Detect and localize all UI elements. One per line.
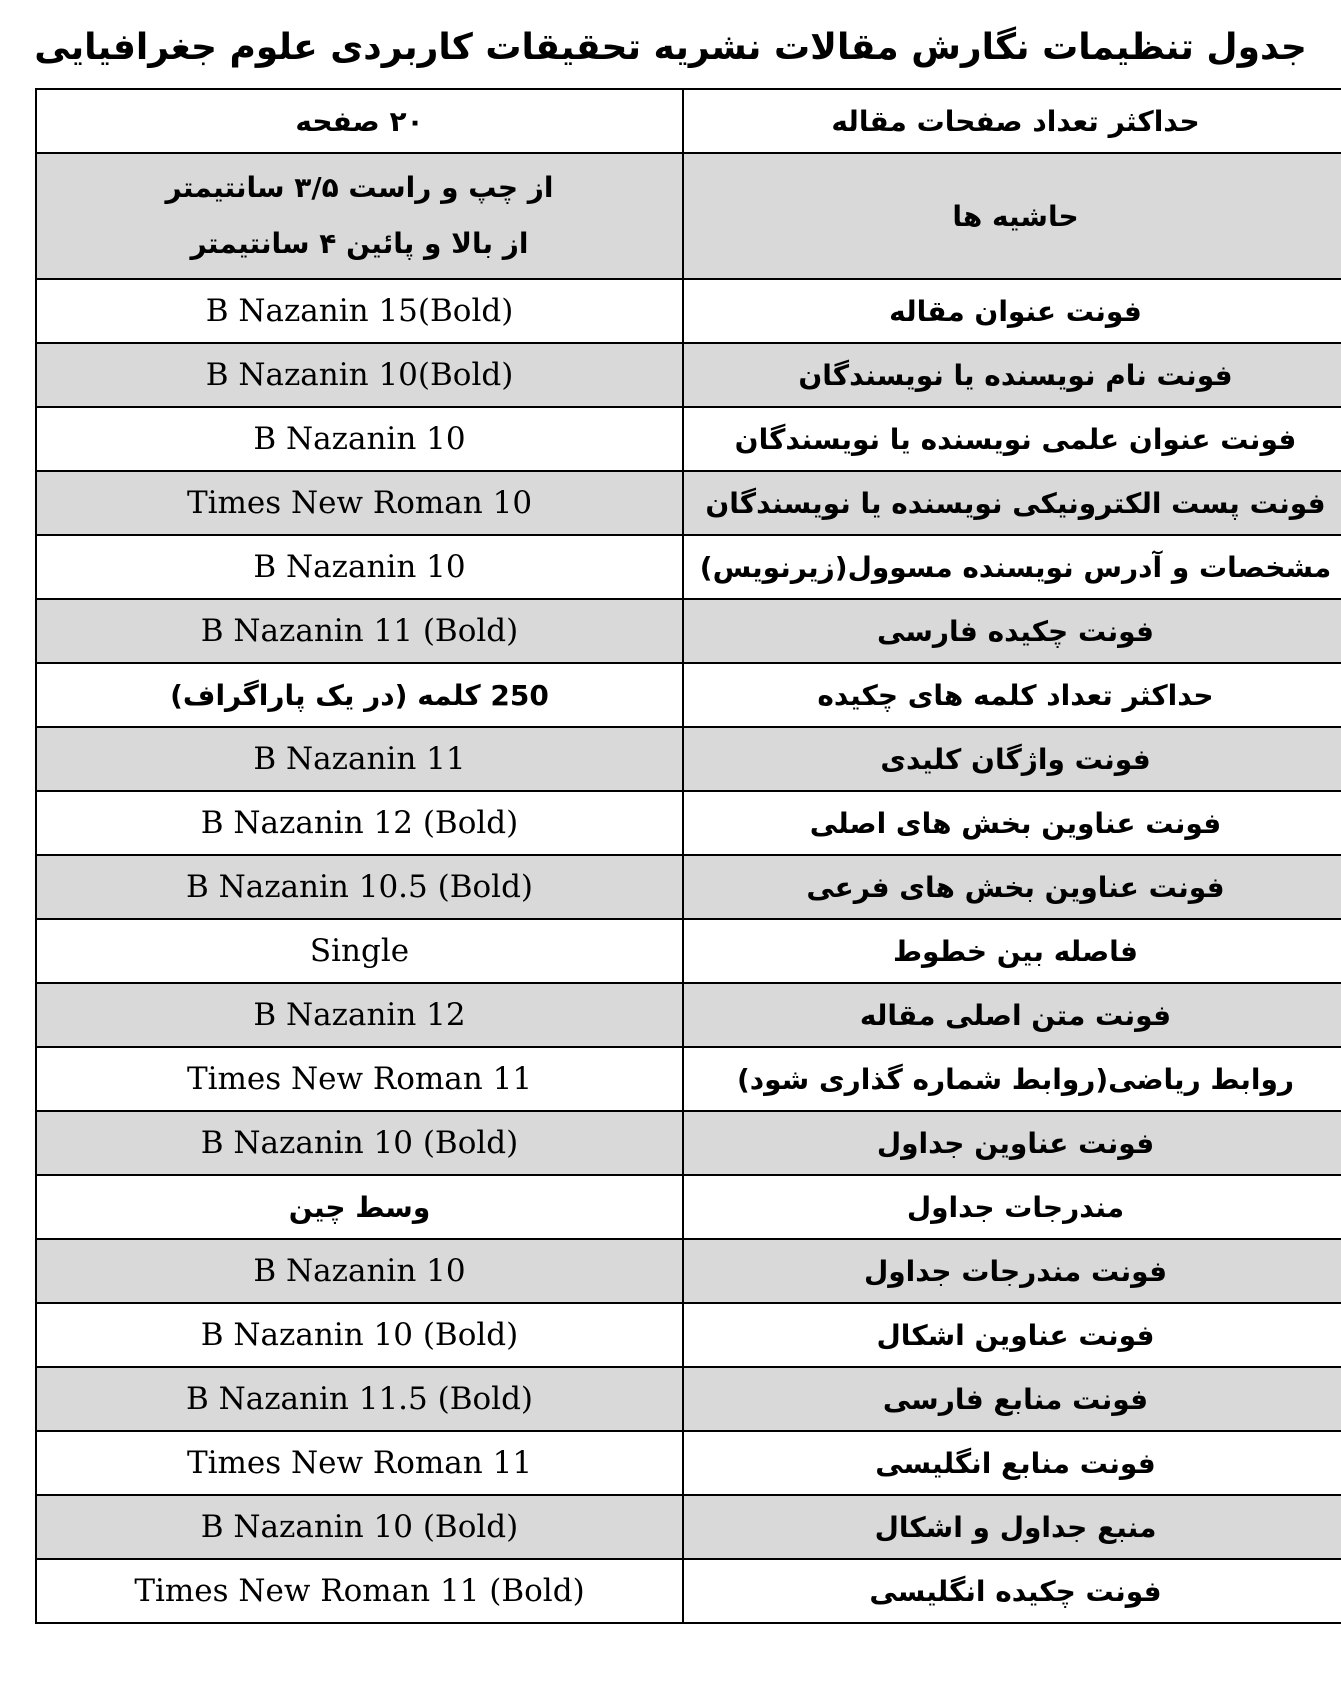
table-row xyxy=(36,1047,1341,1111)
setting-label: فونت متن اصلی مقاله xyxy=(683,983,1341,1047)
table-row xyxy=(36,983,1341,1047)
setting-value: Times New Roman 11 xyxy=(36,1431,683,1495)
setting-label: فونت عنوان مقاله xyxy=(683,279,1341,343)
setting-label: فونت عناوین بخش های اصلی xyxy=(683,791,1341,855)
setting-value: Times New Roman 11 (Bold) xyxy=(36,1559,683,1623)
table-row xyxy=(36,89,1341,153)
table-row xyxy=(36,153,1341,279)
setting-label: فونت عنوان علمی نویسنده یا نویسندگان xyxy=(683,407,1341,471)
table-row xyxy=(36,1239,1341,1303)
table-row xyxy=(36,727,1341,791)
setting-value: B Nazanin 11 xyxy=(36,727,683,791)
setting-value: وسط چین xyxy=(36,1175,683,1239)
setting-value: Single xyxy=(36,919,683,983)
setting-value xyxy=(36,153,683,279)
table-row xyxy=(36,535,1341,599)
table-row xyxy=(36,1175,1341,1239)
setting-label: حداکثر تعداد کلمه های چکیده xyxy=(683,663,1341,727)
setting-label: فاصله بین خطوط xyxy=(683,919,1341,983)
setting-label: فونت مندرجات جداول xyxy=(683,1239,1341,1303)
table-row xyxy=(36,1303,1341,1367)
setting-value: B Nazanin 10 (Bold) xyxy=(36,1111,683,1175)
setting-value: B Nazanin 15(Bold) xyxy=(36,279,683,343)
setting-label: فونت چکیده انگلیسی xyxy=(683,1559,1341,1623)
setting-label: منبع جداول و اشکال xyxy=(683,1495,1341,1559)
table-row xyxy=(36,407,1341,471)
page-title: جدول تنظیمات نگارش مقالات نشریه تحقیقات کاربردی علوم جغرافیایی xyxy=(34,27,1307,68)
table-row xyxy=(36,1431,1341,1495)
setting-label: مشخصات و آدرس نویسنده مسوول(زیرنویس) xyxy=(683,535,1341,599)
setting-label: فونت پست الکترونیکی نویسنده یا نویسندگان xyxy=(683,471,1341,535)
setting-value: B Nazanin 10.5 (Bold) xyxy=(36,855,683,919)
setting-value: 250 کلمه (در یک پاراگراف) xyxy=(36,663,683,727)
table-row xyxy=(36,855,1341,919)
setting-value: B Nazanin 12 (Bold) xyxy=(36,791,683,855)
setting-label: فونت عناوین اشکال xyxy=(683,1303,1341,1367)
setting-value: B Nazanin 10 xyxy=(36,407,683,471)
table-row xyxy=(36,791,1341,855)
table-row xyxy=(36,471,1341,535)
setting-value: B Nazanin 10 xyxy=(36,1239,683,1303)
setting-label: حداکثر تعداد صفحات مقاله xyxy=(683,89,1341,153)
setting-label: مندرجات جداول xyxy=(683,1175,1341,1239)
table-row xyxy=(36,1367,1341,1431)
setting-label: حاشیه ها xyxy=(683,153,1341,279)
setting-label: روابط ریاضی(روابط شماره گذاری شود) xyxy=(683,1047,1341,1111)
setting-value: B Nazanin 10 xyxy=(36,535,683,599)
setting-value: B Nazanin 10(Bold) xyxy=(36,343,683,407)
table-row xyxy=(36,279,1341,343)
settings-table xyxy=(35,88,1341,1624)
setting-value: B Nazanin 10 (Bold) xyxy=(36,1495,683,1559)
table-row xyxy=(36,663,1341,727)
setting-value: B Nazanin 11.5 (Bold) xyxy=(36,1367,683,1431)
setting-label: فونت چکیده فارسی xyxy=(683,599,1341,663)
setting-label: فونت نام نویسنده یا نویسندگان xyxy=(683,343,1341,407)
setting-value: ۲۰ صفحه xyxy=(36,89,683,153)
setting-value-line: از چپ و راست ۳/۵ سانتیمتر xyxy=(165,171,554,204)
setting-label: فونت واژگان کلیدی xyxy=(683,727,1341,791)
setting-value-line: از بالا و پائین ۴ سانتیمتر xyxy=(190,227,529,260)
setting-value: Times New Roman 11 xyxy=(36,1047,683,1111)
setting-value: B Nazanin 10 (Bold) xyxy=(36,1303,683,1367)
table-row xyxy=(36,599,1341,663)
table-row xyxy=(36,919,1341,983)
setting-value: B Nazanin 11 (Bold) xyxy=(36,599,683,663)
table-row xyxy=(36,1111,1341,1175)
setting-label: فونت منابع فارسی xyxy=(683,1367,1341,1431)
setting-label: فونت منابع انگلیسی xyxy=(683,1431,1341,1495)
table-row xyxy=(36,343,1341,407)
table-row xyxy=(36,1559,1341,1623)
setting-value: Times New Roman 10 xyxy=(36,471,683,535)
setting-label: فونت عناوین جداول xyxy=(683,1111,1341,1175)
setting-value: B Nazanin 12 xyxy=(36,983,683,1047)
table-row xyxy=(36,1495,1341,1559)
setting-label: فونت عناوین بخش های فرعی xyxy=(683,855,1341,919)
